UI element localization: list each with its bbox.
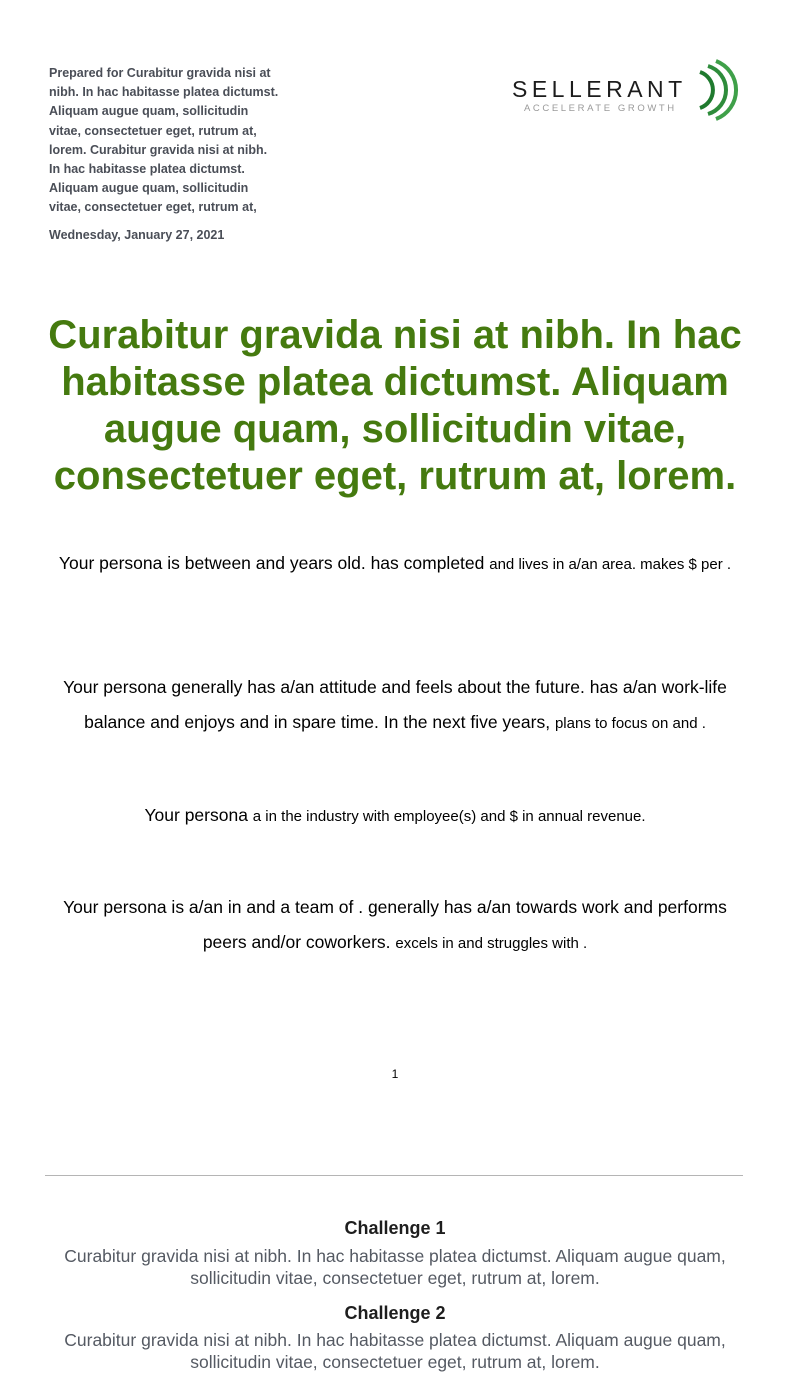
sellerant-logo <box>512 58 744 122</box>
persona-company-text-small: a in the industry with employee(s) and $ in annual revenue. <box>252 808 646 825</box>
document-date: Wednesday, January 27, 2021 <box>49 228 225 242</box>
challenge-2-body: Curabitur gravida nisi at nibh. In hac habitasse platea dictumst. Aliquam augue quam, sollicitudin vitae, consectetuer eget, rutrum at, lorem. <box>64 1330 726 1372</box>
challenge-1-title: Challenge 1 <box>344 1218 446 1238</box>
page-number: 1 <box>391 1067 399 1081</box>
prepared-for-text: Prepared for Curabitur gravida nisi at nibh. In hac habitasse platea dictumst. Aliquam augue quam, sollicitudin vitae, consectetuer eget, rutrum at, lorem. Curabitur gravida nisi at nibh. In hac habitasse platea dictumst. Aliquam augue quam, sollicitudin vitae, consectetuer eget, rutrum at, <box>49 66 279 215</box>
persona-work-text: Your persona is a/an in and a team of . generally has a/an towards work and performs peers and/or coworkers. <box>63 897 727 952</box>
persona-work-paragraph <box>40 890 750 961</box>
challenge-1-body: Curabitur gravida nisi at nibh. In hac habitasse platea dictumst. Aliquam augue quam, sollicitudin vitae, consectetuer eget, rutrum at, lorem. <box>64 1246 726 1288</box>
persona-attitude-text-small: plans to focus on and . <box>554 715 706 732</box>
logo-tagline: ACCELERATE GROWTH <box>524 103 677 114</box>
persona-demographics-text-small: and lives in a/an area. makes $ per . <box>489 556 732 573</box>
page-title: Curabitur gravida nisi at nibh. In hac habitasse platea dictumst. Aliquam augue quam, sollicitudin vitae, consectetuer eget, rutrum at, lorem. <box>48 313 742 498</box>
persona-company-text: Your persona <box>144 805 253 825</box>
page-divider <box>45 1175 743 1176</box>
logo-wordmark: SELLERANT <box>512 76 687 102</box>
persona-company-paragraph <box>40 798 750 834</box>
persona-attitude-paragraph <box>40 670 750 741</box>
persona-demographics-text: Your persona is between and years old. has completed <box>58 553 490 573</box>
logo-arcs-icon <box>694 58 746 122</box>
persona-work-text-small: excels in and struggles with . <box>395 935 588 952</box>
challenge-2-title: Challenge 2 <box>344 1303 446 1323</box>
persona-demographics-paragraph <box>40 546 750 582</box>
persona-attitude-text: Your persona generally has a/an attitude and feels about the future. has a/an work-life balance and enjoys and in spare time. In the next five years, <box>63 677 727 732</box>
